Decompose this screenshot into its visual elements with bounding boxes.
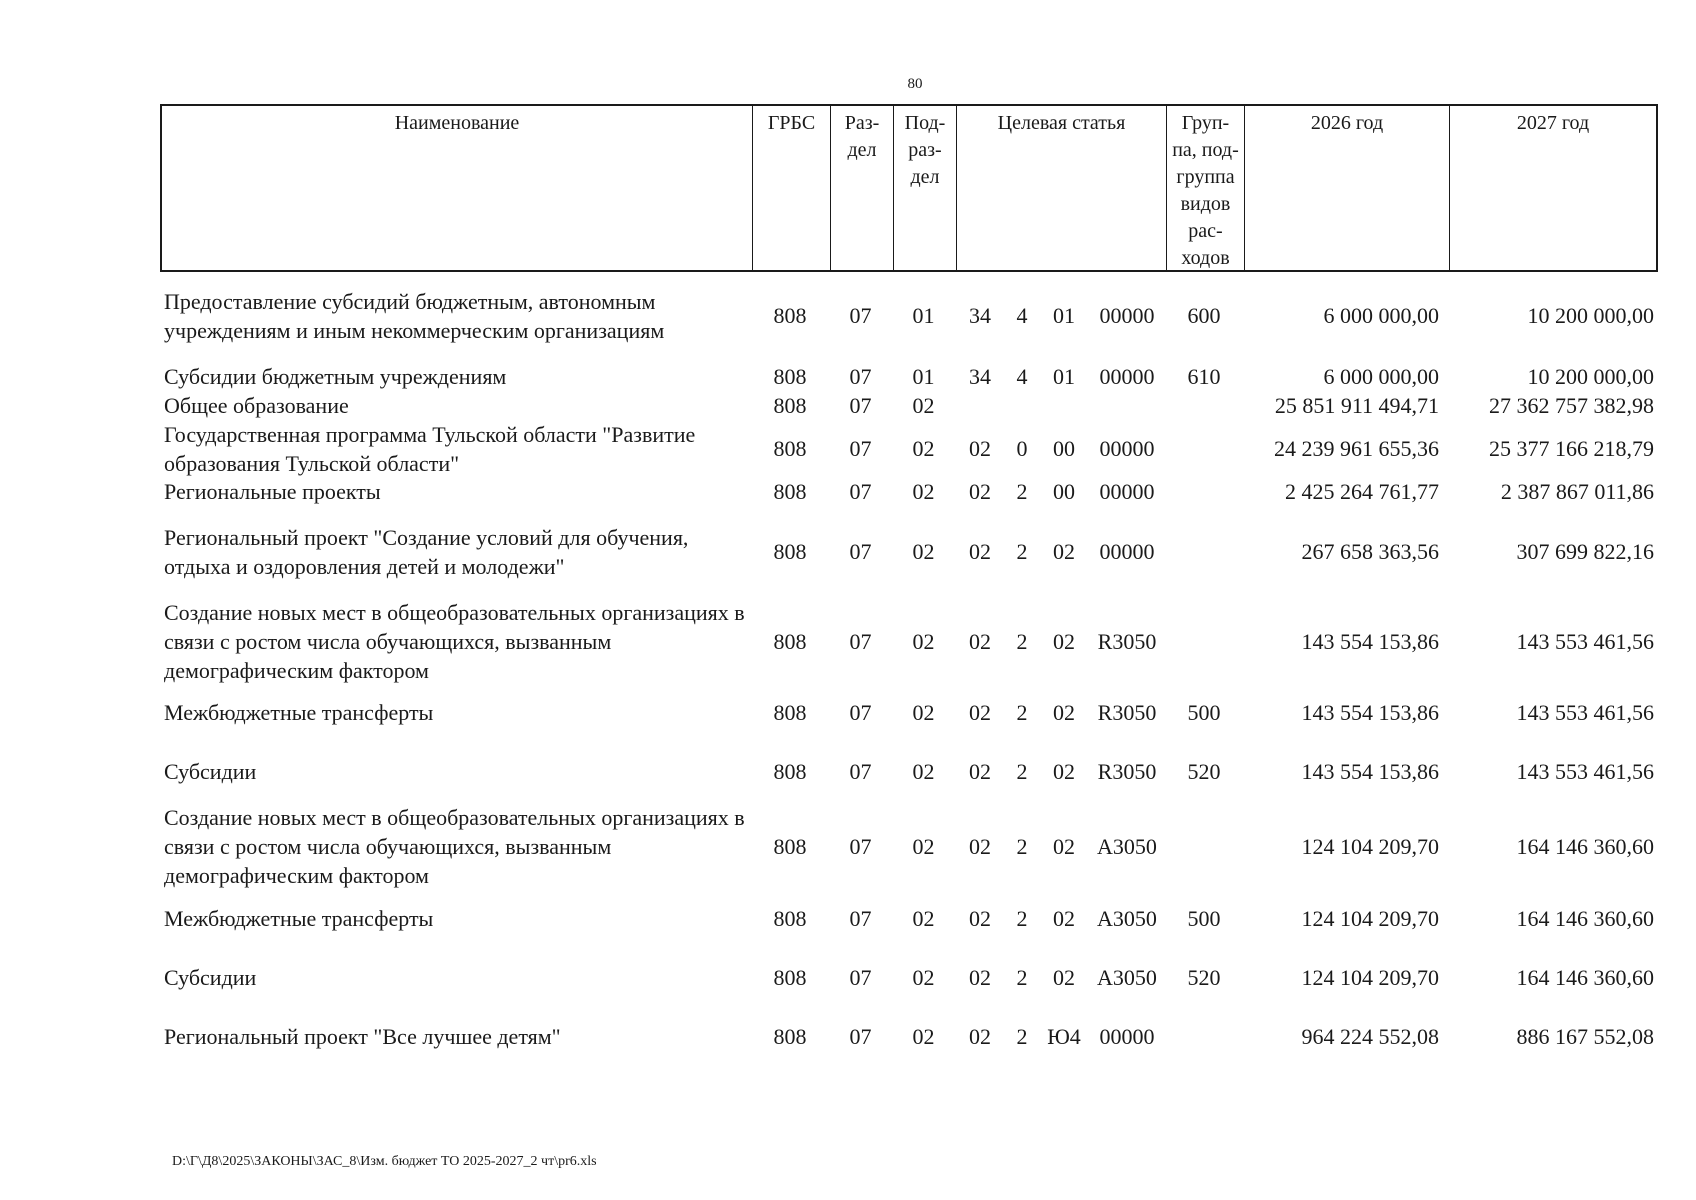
cell-grbs: 808 — [773, 539, 807, 564]
cell-t2: 4 — [1016, 364, 1028, 389]
cell-podrazdel: 01 — [912, 303, 935, 328]
cell-t4: А3050 — [1097, 965, 1157, 990]
cell-t3: Ю4 — [1047, 1024, 1081, 1049]
cell-y2027: 10 200 000,00 — [1527, 364, 1654, 389]
cell-t2: 4 — [1016, 303, 1028, 328]
cell-y2027: 25 377 166 218,79 — [1489, 436, 1654, 461]
cell-t4: 00000 — [1099, 436, 1155, 461]
cell-y2027: 164 146 360,60 — [1516, 834, 1654, 859]
cell-grbs: 808 — [773, 479, 807, 504]
cell-t4: R3050 — [1097, 700, 1157, 725]
cell-t1: 02 — [969, 539, 991, 564]
cell-razdel: 07 — [849, 965, 872, 990]
cell-razdel: 07 — [849, 700, 872, 725]
cell-podrazdel: 02 — [912, 539, 935, 564]
cell-podrazdel: 02 — [912, 479, 935, 504]
header-expense-group: Груп- па, под- группа видов рас- ходов — [1167, 106, 1245, 270]
cell-grbs: 808 — [773, 759, 807, 784]
row-name: Межбюджетные трансферты — [164, 906, 434, 931]
cell-podrazdel: 02 — [912, 393, 935, 418]
cell-t2: 2 — [1016, 759, 1028, 784]
cell-podrazdel: 02 — [912, 759, 935, 784]
cell-t2: 2 — [1016, 906, 1028, 931]
table-header — [160, 104, 1658, 272]
cell-razdel: 07 — [849, 303, 872, 328]
cell-y2027: 143 553 461,56 — [1516, 759, 1654, 784]
cell-t3: 02 — [1053, 965, 1075, 990]
row-name: Субсидии бюджетным учреждениям — [164, 364, 507, 389]
cell-y2027: 143 553 461,56 — [1516, 629, 1654, 654]
cell-podrazdel: 02 — [912, 1024, 935, 1049]
cell-t3: 02 — [1053, 906, 1075, 931]
cell-group: 500 — [1187, 906, 1221, 931]
cell-grbs: 808 — [773, 906, 807, 931]
row-name: Создание новых мест в общеобразовательных организациях в связи с ростом числа обучающихся, вызванным демографическим фактором — [164, 600, 745, 683]
cell-t2: 2 — [1016, 539, 1028, 564]
cell-y2027: 143 553 461,56 — [1516, 700, 1654, 725]
cell-podrazdel: 02 — [912, 906, 935, 931]
cell-grbs: 808 — [773, 834, 807, 859]
cell-group: 610 — [1187, 364, 1221, 389]
cell-t4: 00000 — [1099, 364, 1155, 389]
cell-t4: А3050 — [1097, 834, 1157, 859]
cell-t2: 0 — [1016, 436, 1028, 461]
cell-t3: 02 — [1053, 759, 1075, 784]
cell-y2026: 143 554 153,86 — [1301, 759, 1439, 784]
cell-t1: 02 — [969, 436, 991, 461]
cell-t1: 34 — [969, 303, 991, 328]
cell-grbs: 808 — [773, 1024, 807, 1049]
cell-y2027: 27 362 757 382,98 — [1489, 393, 1654, 418]
cell-grbs: 808 — [773, 393, 807, 418]
cell-y2026: 6 000 000,00 — [1323, 364, 1439, 389]
cell-podrazdel: 02 — [912, 700, 935, 725]
cell-t3: 02 — [1053, 700, 1075, 725]
cell-grbs: 808 — [773, 364, 807, 389]
cell-t3: 01 — [1053, 303, 1075, 328]
row-name: Субсидии — [164, 759, 257, 784]
cell-t1: 02 — [969, 965, 991, 990]
cell-t4: R3050 — [1097, 759, 1157, 784]
cell-t2: 2 — [1016, 1024, 1028, 1049]
cell-y2026: 24 239 961 655,36 — [1274, 436, 1439, 461]
row-name: Субсидии — [164, 965, 257, 990]
row-name: Региональный проект "Все лучшее детям" — [164, 1024, 561, 1049]
cell-y2026: 6 000 000,00 — [1323, 303, 1439, 328]
row-name: Региональные проекты — [164, 479, 381, 504]
cell-t1: 02 — [969, 629, 991, 654]
cell-podrazdel: 01 — [912, 364, 935, 389]
cell-y2027: 164 146 360,60 — [1516, 965, 1654, 990]
cell-y2026: 2 425 264 761,77 — [1285, 479, 1439, 504]
row-name: Предоставление субсидий бюджетным, автономным учреждениям и иным некоммерческим организациям — [164, 289, 665, 343]
cell-y2026: 143 554 153,86 — [1301, 629, 1439, 654]
cell-group: 600 — [1187, 303, 1221, 328]
cell-t1: 02 — [969, 479, 991, 504]
header-name: Наименование — [162, 106, 753, 270]
header-podrazdel: Под- раз- дел — [894, 106, 957, 270]
cell-razdel: 07 — [849, 759, 872, 784]
cell-razdel: 07 — [849, 436, 872, 461]
cell-t4: R3050 — [1097, 629, 1157, 654]
cell-y2027: 307 699 822,16 — [1516, 539, 1654, 564]
cell-t2: 2 — [1016, 479, 1028, 504]
cell-t4: 00000 — [1099, 539, 1155, 564]
page-number: 80 — [907, 76, 923, 92]
header-target-article: Целевая статья — [957, 106, 1167, 270]
cell-grbs: 808 — [773, 629, 807, 654]
cell-t3: 02 — [1053, 834, 1075, 859]
cell-podrazdel: 02 — [912, 436, 935, 461]
cell-razdel: 07 — [849, 364, 872, 389]
row-name: Создание новых мест в общеобразовательных организациях в связи с ростом числа обучающихся, вызванным демографическим фактором — [164, 805, 745, 888]
cell-t3: 02 — [1053, 629, 1075, 654]
cell-t1: 02 — [969, 834, 991, 859]
cell-razdel: 07 — [849, 393, 872, 418]
cell-t1: 34 — [969, 364, 991, 389]
cell-y2026: 964 224 552,08 — [1301, 1024, 1439, 1049]
header-year-2027: 2027 год — [1516, 112, 1590, 134]
cell-group: 520 — [1187, 759, 1221, 784]
cell-razdel: 07 — [849, 1024, 872, 1049]
cell-t1: 02 — [969, 1024, 991, 1049]
cell-y2026: 124 104 209,70 — [1301, 965, 1439, 990]
cell-y2026: 124 104 209,70 — [1301, 906, 1439, 931]
cell-t2: 2 — [1016, 700, 1028, 725]
cell-t3: 01 — [1053, 364, 1075, 389]
cell-grbs: 808 — [773, 436, 807, 461]
cell-y2027: 164 146 360,60 — [1516, 906, 1654, 931]
row-name: Межбюджетные трансферты — [164, 700, 434, 725]
cell-t4: 00000 — [1099, 303, 1155, 328]
cell-y2026: 25 851 911 494,71 — [1274, 393, 1439, 418]
cell-y2027: 886 167 552,08 — [1516, 1024, 1654, 1049]
cell-razdel: 07 — [849, 479, 872, 504]
cell-t3: 02 — [1053, 539, 1075, 564]
cell-podrazdel: 02 — [912, 834, 935, 859]
cell-razdel: 07 — [849, 906, 872, 931]
cell-t4: А3050 — [1097, 906, 1157, 931]
cell-razdel: 07 — [849, 539, 872, 564]
cell-t2: 2 — [1016, 965, 1028, 990]
row-name: Государственная программа Тульской области "Развитие образования Тульской области" — [164, 422, 696, 476]
cell-grbs: 808 — [773, 700, 807, 725]
cell-t1: 02 — [969, 759, 991, 784]
cell-razdel: 07 — [849, 629, 872, 654]
cell-t3: 00 — [1053, 479, 1075, 504]
cell-y2026: 124 104 209,70 — [1301, 834, 1439, 859]
cell-t4: 00000 — [1099, 1024, 1155, 1049]
cell-t3: 00 — [1053, 436, 1075, 461]
cell-t2: 2 — [1016, 629, 1028, 654]
cell-y2026: 143 554 153,86 — [1301, 700, 1439, 725]
cell-t1: 02 — [969, 906, 991, 931]
row-name: Общее образование — [164, 393, 349, 418]
cell-podrazdel: 02 — [912, 629, 935, 654]
header-grbs: ГРБС — [753, 106, 831, 270]
cell-y2027: 2 387 867 011,86 — [1500, 479, 1654, 504]
header-razdel: Раз- дел — [831, 106, 894, 270]
row-name: Региональный проект "Создание условий для обучения, отдыха и оздоровления детей и молодежи" — [164, 525, 689, 579]
cell-y2026: 267 658 363,56 — [1301, 539, 1439, 564]
cell-t2: 2 — [1016, 834, 1028, 859]
header-year-2026: 2026 год — [1245, 106, 1450, 270]
cell-t1: 02 — [969, 700, 991, 725]
cell-group: 520 — [1187, 965, 1221, 990]
cell-grbs: 808 — [773, 303, 807, 328]
cell-y2027: 10 200 000,00 — [1527, 303, 1654, 328]
cell-grbs: 808 — [773, 965, 807, 990]
cell-razdel: 07 — [849, 834, 872, 859]
cell-t4: 00000 — [1099, 479, 1155, 504]
cell-group: 500 — [1187, 700, 1221, 725]
cell-podrazdel: 02 — [912, 965, 935, 990]
file-path-footer: D:\Г\Д8\2025\ЗАКОНЫ\ЗАС_8\Изм. бюджет ТО 2025-2027_2 чт\pr6.xls — [172, 1154, 597, 1169]
